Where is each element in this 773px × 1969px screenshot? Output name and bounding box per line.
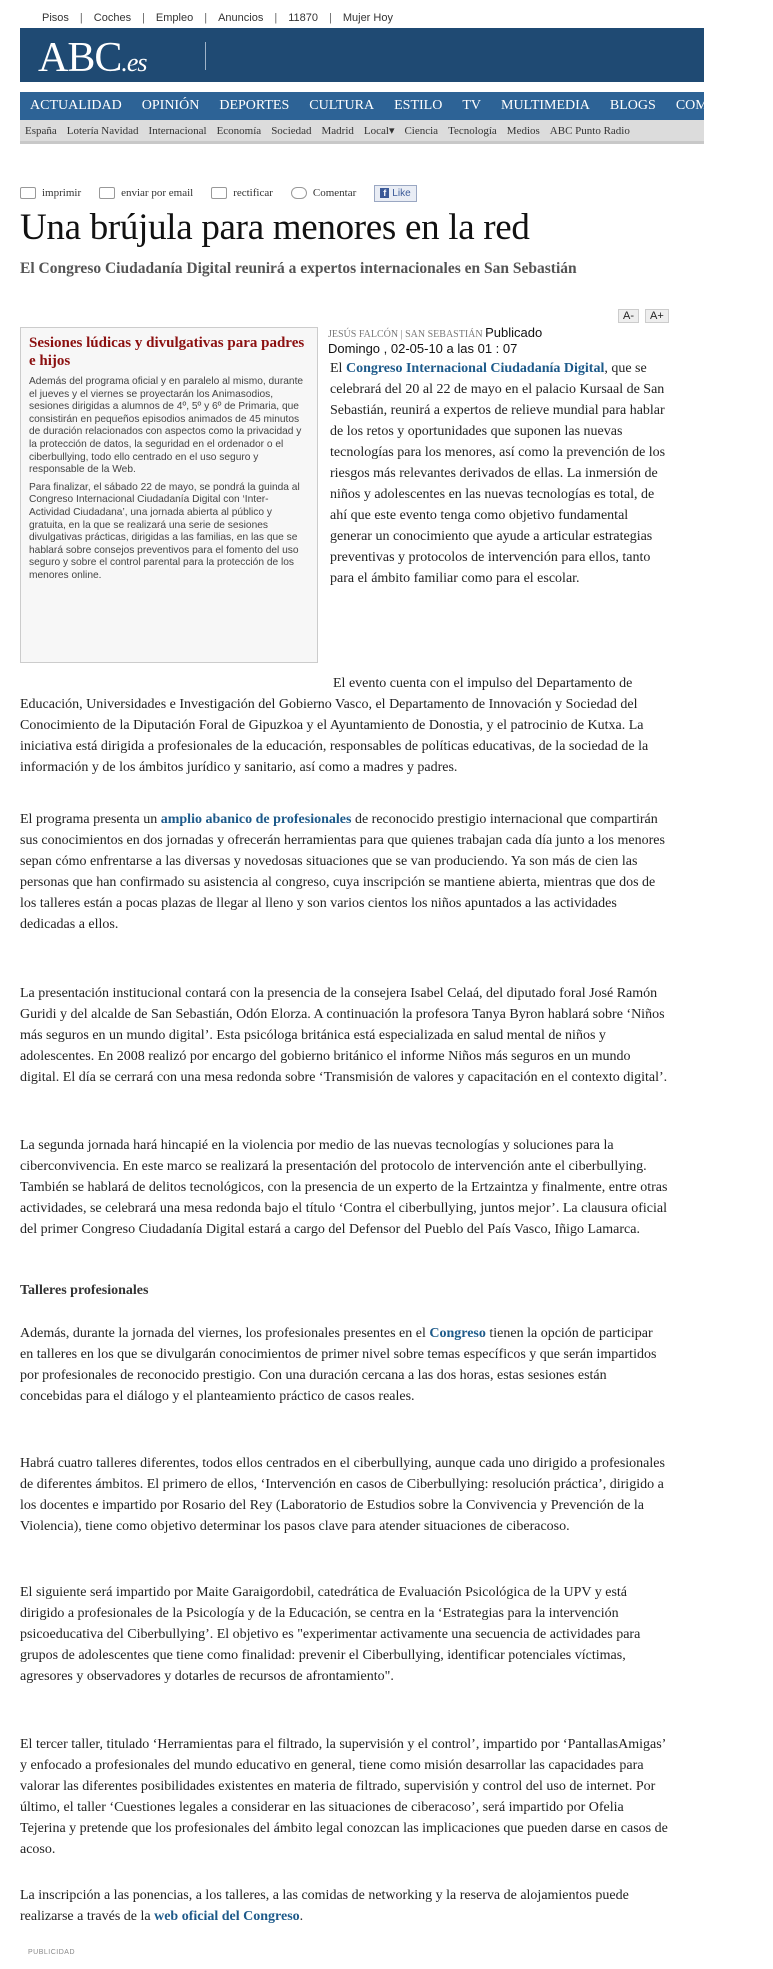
ad-label: PUBLICIDAD — [28, 1949, 76, 1956]
p10-suffix: . — [299, 1909, 304, 1924]
top-links: Pisos | Coches | Empleo | Anuncios | 11870 | Mujer Hoy — [42, 12, 393, 24]
nav-comunidad[interactable]: COMUNIDAD — [675, 98, 763, 113]
like-label: Like — [392, 187, 411, 199]
sidebar-paragraph: Además del programa oficial y en paralelo al mismo, durante el jueves y el viernes se proyectarán los Animasodios, sesiones dirigidas a alumnos de 4º, 5º y 6º de Primaria, que consistirán en pequeños episodios animados de 45 minutos de duración relacionados con aspectos como la privacidad y la protección de datos, la seguridad en el ordenador o el ciberbullying, todo ello centrado en el uso seguro y responsable de la Web. — [29, 376, 304, 476]
pencil-icon — [211, 187, 227, 199]
sidebar-title: Sesiones lúdicas y divulgativas para padres e hijos — [29, 335, 305, 369]
main-nav — [20, 92, 763, 120]
subnav-tecnologia[interactable]: Tecnología — [448, 124, 497, 137]
nav-tv[interactable]: TV — [462, 98, 481, 113]
publish-date: Domingo , 02-05-10 a las 01 : 07 — [328, 341, 518, 356]
author-location: JESÚS FALCÓN | SAN SEBASTIÁN — [328, 329, 483, 340]
logo-divider — [205, 42, 206, 70]
printer-icon — [20, 187, 36, 199]
nav-actualidad[interactable]: ACTUALIDAD — [30, 98, 122, 113]
nav-deportes[interactable]: DEPORTES — [219, 98, 290, 113]
comment-label: Comentar — [312, 187, 357, 199]
p6-text: tienen la opción de participar en talleres en los que se divulgarán conocimientos de primer nivel sobre temas específicos y que serán impartidos por profesionales de reconocido prestigio. Con una duración cercana a las dos horas, estas sesiones están concebidas para el diálogo y el planteamiento práctico de casos reales. — [20, 1326, 657, 1404]
envelope-icon — [99, 187, 115, 199]
email-button[interactable] — [99, 187, 193, 199]
font-increase-button[interactable]: A+ — [645, 309, 669, 323]
paragraph-5: La segunda jornada hará hincapié en la violencia por medio de las nuevas tecnologías y soluciones para la ciberconvivencia. En este marco se realizará la presentación del protocolo de intervención ante el ciberbullying. También se hablará de delitos tecnológicos, con la presencia de un experto de la Ertzaintza y finalmente, entre otras actividades, se celebrará una mesa redonda bajo el título ‘Contra el ciberbullying, juntos mejor’. La clausura oficial del primer Congreso Ciudadanía Digital estará a cargo del Defensor del Pueblo del País Vasco, Iñigo Lamarca. — [20, 1138, 668, 1237]
top-link-pisos[interactable]: Pisos — [42, 12, 69, 24]
p3-text: de reconocido prestigio internacional que compartirán sus conocimientos en dos jornadas y ofrecerán herramientas para que quienes trabajan cada día junto a los menores sepan cómo enfrentarse a las diversas y novedosas situaciones que se van produciendo. Ya son más de cien las personas que han confirmado su asistencia al congreso, cuya inscripción se mantiene abierta, mientras que dos de los talleres están a pocas plazas de llegar al lleno y son varios cientos los niños apuntados a las actividades dedicadas a ellos. — [20, 812, 665, 932]
official-web-link[interactable]: web oficial del Congreso — [154, 1909, 300, 1924]
congress-link-2[interactable]: Congreso — [429, 1326, 486, 1341]
paragraph-8: El siguiente será impartido por Maite Garaigordobil, catedrática de Evaluación Psicológica de la UPV y está dirigido a profesionales de la Psicología y de la Educación, se centra en la ‘Estrategias para la intervención psicoeducativa del Ciberbullying’. El objetivo es "experimentar activamente una secuencia de actividades para grupos de adolescentes que tiene como finalidad: prevenir el Ciberbullying, identificar potenciales víctimas, agresores y observadores y dotarles de recursos de afrontamiento". — [20, 1585, 641, 1684]
lead-paragraph — [330, 358, 666, 589]
nav-blogs[interactable]: BLOGS — [609, 98, 656, 113]
published-label: Publicado — [485, 325, 543, 340]
sidebar-box — [20, 327, 318, 663]
subnav-ciencia[interactable]: Ciencia — [404, 124, 439, 137]
byline — [328, 325, 668, 356]
congress-link[interactable]: Congreso Internacional Ciudadanía Digital — [345, 361, 605, 376]
lead-prefix: El — [330, 361, 346, 376]
nav-multimedia[interactable]: MULTIMEDIA — [501, 98, 590, 113]
article-title: Una brújula para menores en la red — [20, 207, 530, 248]
paragraph-2: El evento cuenta con el impulso del Departamento de Educación, Universidades e Investigación del Gobierno Vasco, el Departamento de Innovación y Sociedad del Conocimiento de la Diputación Foral de Gipuzkoa y el Ayuntamiento de Donostia, y el patrocinio de Kutxa. La iniciativa está dirigida a profesionales de la educación, responsables de políticas educativas, de la sociedad de la información y de los ámbitos jurídico y sanitario, así como a madres y padres. — [20, 676, 649, 775]
p6-prefix: Además, durante la jornada del viernes, los profesionales presentes en el — [20, 1326, 430, 1341]
email-label: enviar por email — [121, 187, 194, 199]
section-subhead: Talleres profesionales — [20, 1283, 149, 1298]
subnav-internacional[interactable]: Internacional — [148, 124, 207, 137]
nav-opinion[interactable]: OPINIÓN — [141, 98, 200, 113]
paragraph-7: Habrá cuatro talleres diferentes, todos ellos centrados en el ciberbullying, aunque cada uno dirigido a profesionales de diferentes ámbitos. El primero de ellos, ‘Intervención en casos de Ciberbullying: resolución práctica’, dirigido a los docentes e impartido por Rosario del Rey (Laboratorio de Estudios sobre la Convivencia y Prevención de la Violencia), tiene como objetivo determinar los pasos clave para atender situaciones de ciberacoso. — [20, 1456, 665, 1534]
font-size-controls — [618, 309, 669, 323]
top-link-anuncios[interactable]: Anuncios — [218, 12, 264, 24]
facebook-like-button[interactable] — [374, 185, 416, 202]
paragraph-3 — [20, 809, 668, 935]
correct-label: rectificar — [233, 187, 273, 199]
top-link-empleo[interactable]: Empleo — [155, 12, 194, 24]
paragraph-4: La presentación institucional contará con la presencia de la consejera Isabel Celaá, del diputado foral José Ramón Guridi y del alcalde de San Sebastián, Odón Elorza. A continuación la profesora Tanya Byron hablará sobre ‘Niños más seguros en un mundo digital’. Esta psicóloga británica está especializada en salud mental de niños y adolescentes. En 2008 realizó por encargo del gobierno británico el informe Niños más seguros en un mundo digital. El día se cerrará con una mesa redonda sobre ‘Transmisión de valores y capacitación en el contexto digital’. — [20, 986, 668, 1085]
sidebar-paragraph: Para finalizar, el sábado 22 de mayo, se pondrá la guinda al Congreso Internacional Ciudadanía Digital con ‘Inter-Actividad Ciudadana’, una jornada abierta al público y gratuita, en la que se realizará una serie de sesiones divulgativas prácticas, dirigidas a las familias, en las que se hablará sobre consejos preventivos para el fomento del uso seguro y sobre el control parental para la protección de los menores online. — [29, 481, 300, 581]
subnav-madrid[interactable]: Madrid — [321, 124, 354, 137]
masthead — [20, 28, 704, 82]
article-toolbar — [20, 184, 417, 202]
sub-nav — [20, 120, 704, 144]
subnav-local[interactable]: Local▾ — [363, 125, 395, 137]
subnav-sociedad[interactable]: Sociedad — [271, 124, 312, 137]
paragraph-9: El tercer taller, titulado ‘Herramientas para el filtrado, la supervisión y el control’, impartido por ‘PantallasAmigas’ y enfocado a profesionales del mundo educativo en general, tiene como misión desarrollar las capacidades para valorar las diferentes posibilidades existentes en materia de filtrado, supervisión y control del uso de internet. Por último, el taller ‘Cuestiones legales a considerar en las situaciones de ciberacoso’, será impartido por Ofelia Tejerina y pretende que los profesionales del ámbito legal conozcan las implicaciones que pueden darse en casos de acoso. — [20, 1737, 668, 1857]
logo-suffix: .es — [121, 48, 147, 77]
speech-bubble-icon — [291, 187, 307, 199]
p10-prefix: La inscripción a las ponencias, a los talleres, a las comidas de networking y la reserva de alojamientos puede realizarse a través de la — [20, 1888, 629, 1924]
top-utility-bar — [0, 0, 704, 28]
logo-main: ABC — [38, 35, 122, 81]
subnav-medios[interactable]: Medios — [506, 124, 540, 137]
subnav-espana[interactable]: España — [25, 124, 57, 137]
nav-estilo[interactable]: ESTILO — [394, 98, 443, 113]
paragraph-6 — [20, 1323, 668, 1407]
top-link-coches[interactable]: Coches — [93, 12, 132, 24]
subnav-abc-punto-radio[interactable]: ABC Punto Radio — [549, 124, 630, 137]
print-button[interactable] — [20, 187, 81, 199]
facebook-icon: f — [380, 188, 389, 198]
top-link-11870[interactable]: 11870 — [288, 12, 318, 24]
p3-prefix: El programa presenta un — [20, 812, 161, 827]
article-subtitle: El Congreso Ciudadanía Digital reunirá a expertos internacionales en San Sebastián — [20, 260, 577, 277]
subnav-loteria[interactable]: Lotería Navidad — [66, 124, 139, 137]
top-link-mujer-hoy[interactable]: Mujer Hoy — [342, 12, 393, 24]
correct-button[interactable] — [211, 187, 273, 199]
comment-button[interactable] — [291, 187, 356, 199]
paragraph-10 — [20, 1885, 668, 1927]
nav-cultura[interactable]: CULTURA — [309, 98, 375, 113]
lead-text: , que se celebrará del 20 al 22 de mayo en el palacio Kursaal de San Sebastián, reunirá a expertos de relieve mundial para hablar de los retos y oportunidades que suponen las nuevas tecnologías para los menores, así como la prevención de los riesgos más relevantes derivados de ellas. La inmersión de niños y adolescentes en las nuevas tecnologías es total, de ahí que este evento tenga como objetivo fundamental generar un conocimiento que ayude a articular estrategias preventivas y protocolos de intervención para ellos, tanto para el ámbito familiar como para el escolar. — [330, 361, 666, 586]
print-label: imprimir — [42, 187, 82, 199]
abc-logo[interactable] — [38, 34, 147, 82]
professionals-link[interactable]: amplio abanico de profesionales — [160, 812, 352, 827]
font-decrease-button[interactable]: A- — [618, 309, 639, 323]
subnav-economia[interactable]: Economía — [216, 124, 262, 137]
